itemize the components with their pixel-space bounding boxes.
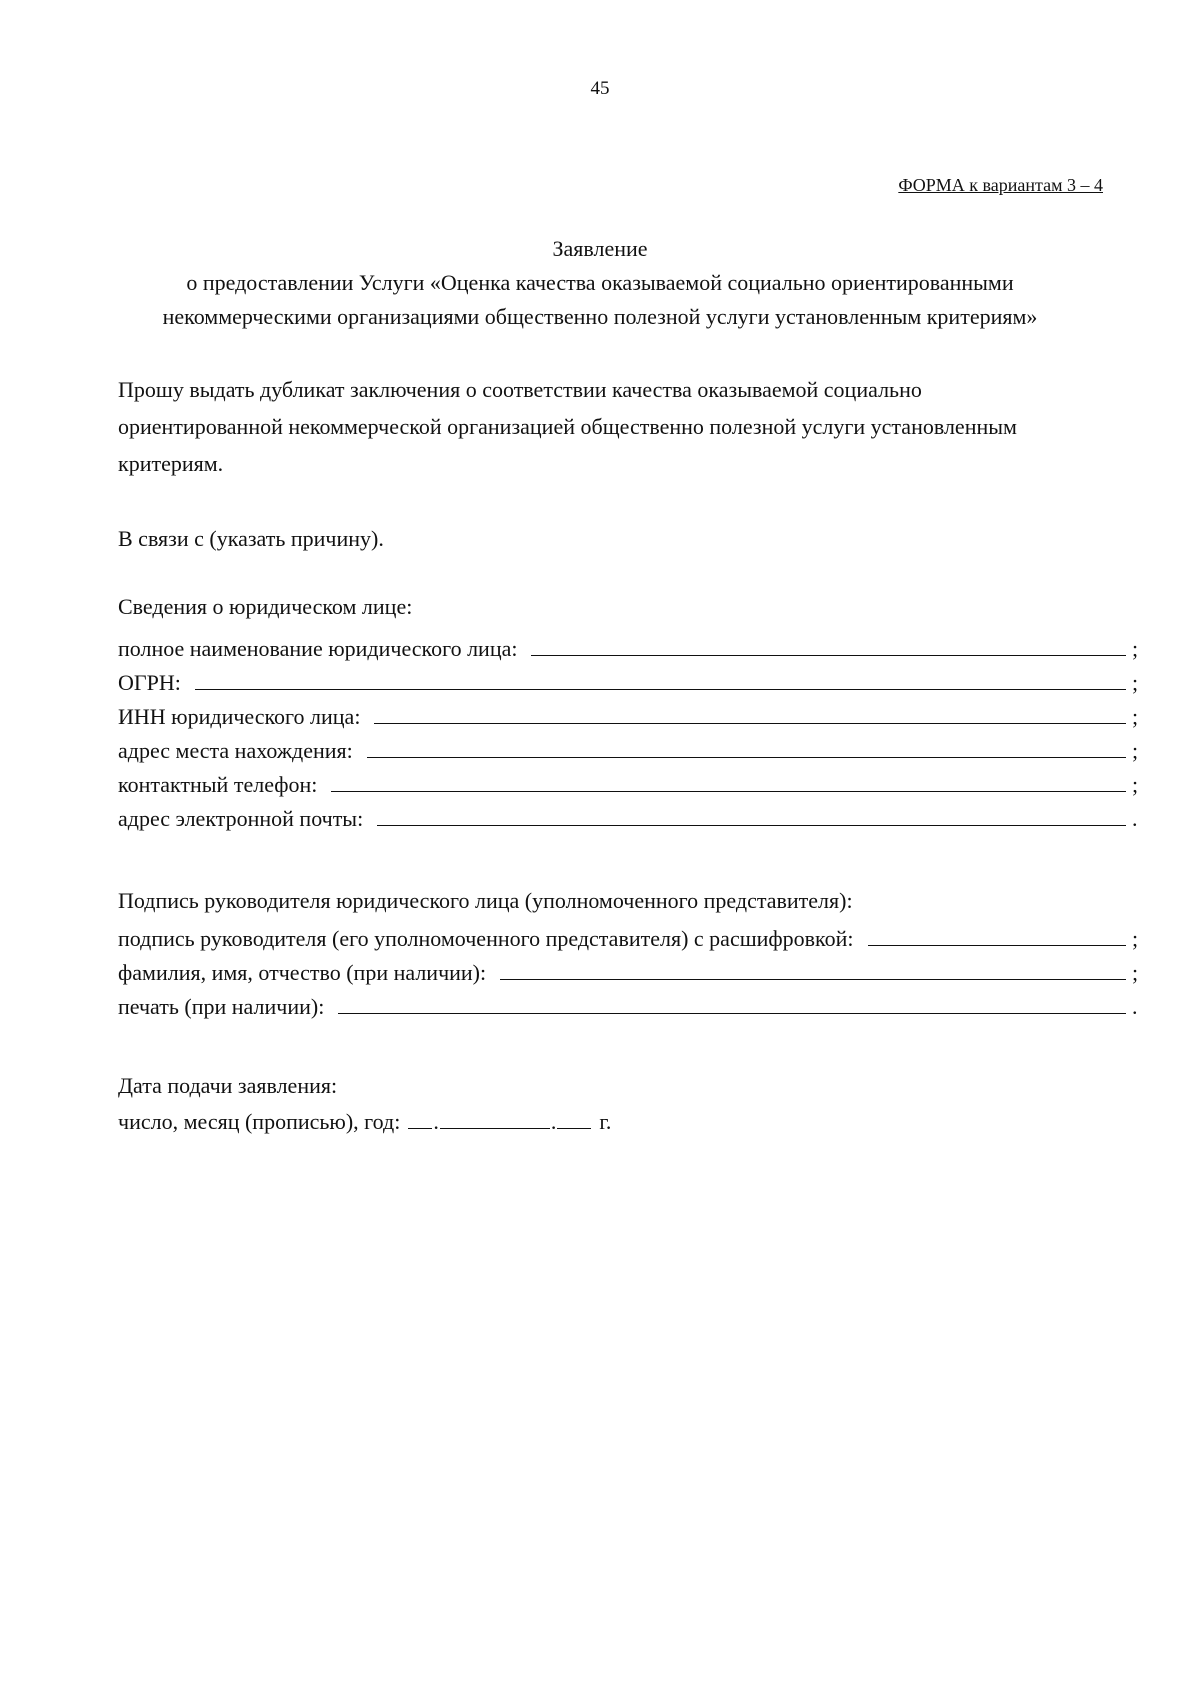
email-punct: . — [1132, 806, 1138, 831]
month-field[interactable] — [440, 1127, 550, 1129]
request-line-3: критериям. — [118, 451, 224, 476]
title-line-1: Заявление — [552, 236, 648, 261]
address-label: адрес места нахождения: — [118, 738, 353, 763]
title-line-2: о предоставлении Услуги «Оценка качества оказываемой социально ориентированными — [186, 270, 1014, 295]
request-paragraph — [118, 371, 1118, 482]
fio-label: фамилия, имя, отчество (при наличии): — [118, 960, 487, 985]
email-field[interactable] — [377, 824, 1126, 826]
phone-row — [118, 765, 1142, 798]
stamp-row — [118, 987, 1142, 1020]
signature-field[interactable] — [868, 944, 1126, 946]
address-row — [118, 731, 1142, 764]
fio-punct: ; — [1132, 960, 1139, 985]
fio-field[interactable] — [500, 978, 1126, 980]
ogrn-punct: ; — [1132, 670, 1139, 695]
request-line-2: ориентированной некоммерческой организацией общественно полезной услуги установленным — [118, 414, 1017, 439]
ogrn-row — [118, 663, 1142, 696]
date-heading: Дата подачи заявления: — [118, 1073, 338, 1098]
full-name-field[interactable] — [531, 654, 1126, 656]
year-suffix: г. — [599, 1109, 612, 1134]
inn-row — [118, 697, 1142, 730]
date-label: число, месяц (прописью), год: — [118, 1109, 401, 1134]
stamp-label: печать (при наличии): — [118, 994, 325, 1019]
date-row — [118, 1102, 611, 1135]
document-title — [0, 232, 1200, 334]
stamp-field[interactable] — [338, 1012, 1126, 1014]
full-name-row — [118, 629, 1142, 662]
date-dot-2: . — [550, 1109, 557, 1134]
stamp-punct: . — [1132, 994, 1138, 1019]
full-name-label: полное наименование юридического лица: — [118, 636, 518, 661]
ogrn-label: ОГРН: — [118, 670, 181, 695]
year-field[interactable] — [557, 1127, 591, 1129]
request-line-1: Прошу выдать дубликат заключения о соответствии качества оказываемой социально — [118, 377, 922, 402]
phone-punct: ; — [1132, 772, 1139, 797]
signature-row — [118, 919, 1142, 952]
address-punct: ; — [1132, 738, 1139, 763]
legal-entity-heading: Сведения о юридическом лице: — [118, 594, 413, 619]
page-number: 45 — [590, 78, 610, 99]
full-name-punct: ; — [1132, 636, 1139, 661]
signature-label: подпись руководителя (его уполномоченного представителя) с расшифровкой: — [118, 926, 854, 951]
title-line-3: некоммерческими организациями общественно полезной услуги установленным критериям» — [162, 304, 1038, 329]
signature-punct: ; — [1132, 926, 1139, 951]
reason-text: В связи с (указать причину). — [118, 526, 384, 551]
inn-punct: ; — [1132, 704, 1139, 729]
day-field[interactable] — [408, 1127, 432, 1129]
inn-label: ИНН юридического лица: — [118, 704, 361, 729]
date-dot-1: . — [433, 1109, 439, 1134]
signature-heading: Подпись руководителя юридического лица (уполномоченного представителя): — [118, 888, 853, 913]
phone-label: контактный телефон: — [118, 772, 318, 797]
phone-field[interactable] — [331, 790, 1126, 792]
email-label: адрес электронной почты: — [118, 806, 364, 831]
email-row — [118, 799, 1142, 832]
ogrn-field[interactable] — [195, 688, 1126, 690]
address-field[interactable] — [367, 756, 1126, 758]
form-reference: ФОРМА к вариантам 3 – 4 — [898, 175, 1103, 195]
fio-row — [118, 953, 1142, 986]
inn-field[interactable] — [374, 722, 1126, 724]
